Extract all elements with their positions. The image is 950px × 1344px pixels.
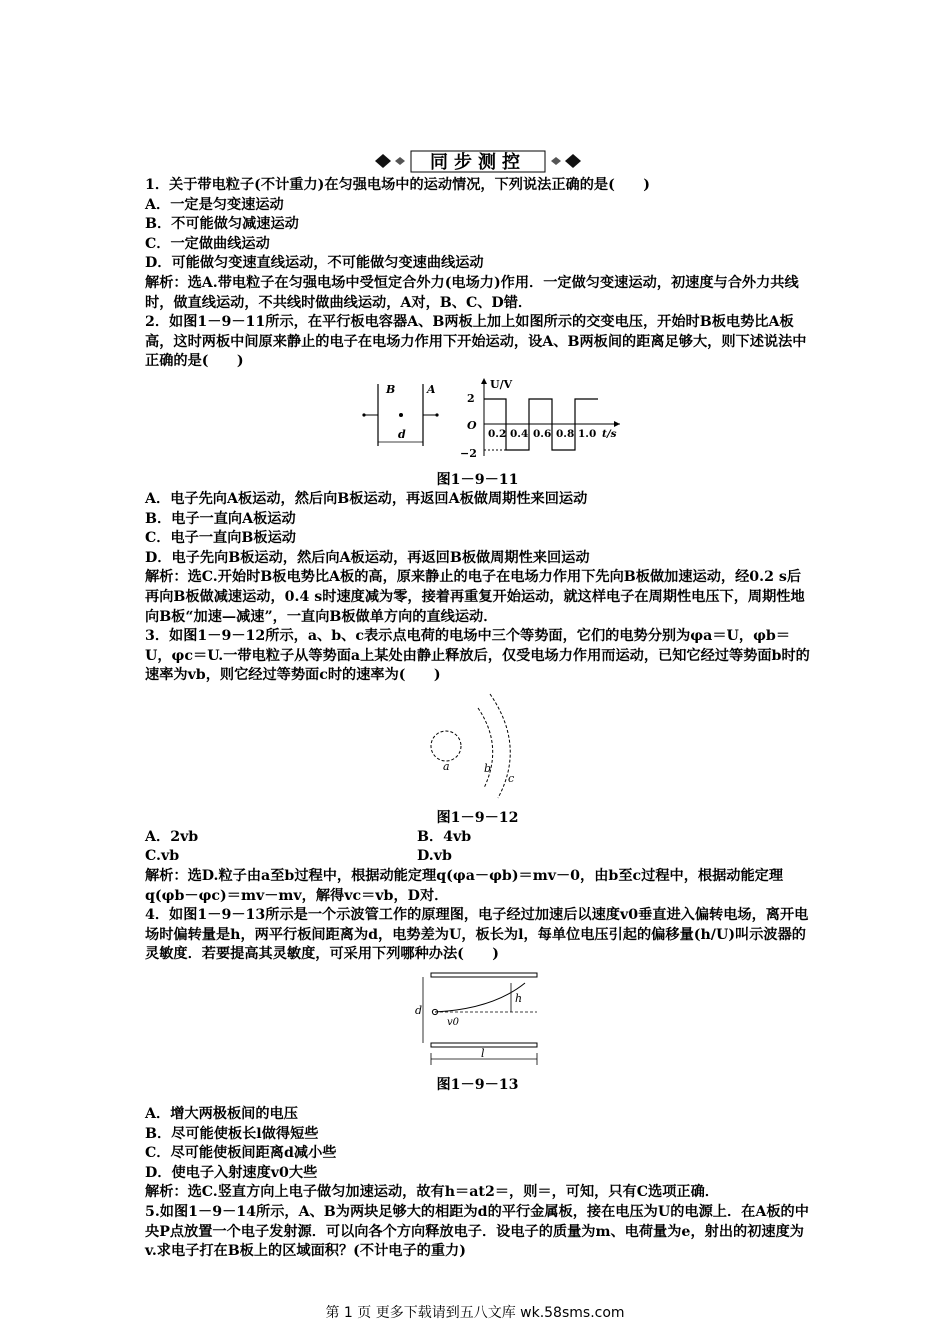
q3-option-b: B．4vb <box>417 828 472 845</box>
q1-analysis: 解析：选A.带电粒子在匀强电场中受恒定合外力(电场力)作用．一定做匀变速运动，初速度与合外力共线时，做直线运动，不共线时做曲线运动，A对，B、C、D错． <box>145 274 799 311</box>
t-tick-4: 1.0 <box>577 427 596 440</box>
q2-analysis: 解析：选C.开始时B板电势比A板的高，原来静止的电子在电场力作用下先向B板做加速运动，经0.2 s后再向B板做减速运动，0.4 s时速度减为零，接着再重复开始运动，就这样电子在周期性电压下，周期性地向B板“加速—减速”，一直向B板做单方向的直线运动． <box>145 569 805 625</box>
section-banner <box>145 148 810 174</box>
q3-option-a: A．2vb <box>145 828 199 845</box>
t-tick-2: 0.6 <box>532 427 551 440</box>
page-footer: 第 1 页 更多下载请到五八文库 wk.58sms.com <box>325 1305 625 1321</box>
q2-option-a: A．电子先向A板运动，然后向B板运动，再返回A板做周期性来回运动 <box>145 490 588 507</box>
surface-a-label: a <box>442 759 450 773</box>
q3-option-d: D.vb <box>417 848 452 865</box>
plate-b-label: B <box>385 382 395 396</box>
y-axis-label: U/V <box>489 377 512 391</box>
q1-option-b: B．不可能做匀减速运动 <box>145 216 299 233</box>
q2-option-c: C．电子一直向B板运动 <box>145 530 296 547</box>
q1-stem: 1．关于带电粒子(不计重力)在匀强电场中的运动情况，下列说法正确的是( ) <box>145 177 650 193</box>
banner-decoration-icon <box>373 148 583 174</box>
surface-c-label: c <box>507 771 514 785</box>
q2-caption: 图1－9－11 <box>436 471 519 488</box>
velocity-v0-label: v0 <box>446 1017 459 1029</box>
equipotential-diagram <box>418 690 538 802</box>
q3-stem: 3．如图1－9－12所示，a、b、c表示点电荷的电场中三个等势面，它们的电势分别为φa＝U，φb＝U，φc＝U.一带电粒子从等势面a上某处由静止释放后，仅受电场力作用而运动，已知它经过等势面b时的速率为vb，则它经过等势面c时的速率为( ) <box>145 628 810 684</box>
electron-dot <box>399 413 403 417</box>
x-axis-label: t/s <box>601 427 617 440</box>
plate-length-l-label: l <box>480 1047 485 1061</box>
document-body <box>145 148 810 1262</box>
plate-a-label: A <box>426 382 436 396</box>
q2-stem: 2．如图1－9－11所示，在平行板电容器A、B两板上加上如图所示的交变电压，开始时B板电势比A板高，这时两板中间原来静止的电子在电场力作用下开始运动，设A、B两板间的距离足够大，则下述说法中正确的是( ) <box>145 314 807 370</box>
q3-analysis: 解析：选D.粒子由a至b过程中，根据动能定理q(φa－φb)＝mv－0，由b至c过程中，根据动能定理q(φb－φc)＝mv－mv，解得vc＝vb，D对． <box>145 868 784 904</box>
capacitor-voltage-diagram <box>328 376 628 464</box>
q4-option-c: C．尽可能使板间距离d减小些 <box>145 1145 337 1162</box>
surface-b-label: b <box>483 761 491 775</box>
q2-option-d: D．电子先向B板运动，然后向A板运动，再返回B板做周期性来回运动 <box>145 549 590 566</box>
q2-figure <box>145 376 810 468</box>
plate-distance-label: d <box>397 427 406 441</box>
q4-figure <box>145 969 810 1073</box>
oscilloscope-deflection-diagram <box>413 969 543 1069</box>
q1-option-c: C．一定做曲线运动 <box>145 235 270 252</box>
q3-figure <box>145 690 810 806</box>
t-tick-0: 0.2 <box>487 427 506 440</box>
q4-option-d: D．使电子入射速度v0大些 <box>145 1164 318 1181</box>
q4-option-b: B．尽可能使板长l做得短些 <box>145 1125 319 1142</box>
t-tick-1: 0.4 <box>509 427 528 440</box>
deflection-h-label: h <box>514 992 522 1006</box>
y-tick-neg2: −2 <box>459 446 477 460</box>
q3-option-c: C.vb <box>145 848 180 865</box>
banner-title: 同步测控 <box>429 152 526 173</box>
q3-caption: 图1－9－12 <box>436 809 519 826</box>
origin-label: O <box>466 418 477 432</box>
q1-option-d: D．可能做匀变速直线运动，不可能做匀变速曲线运动 <box>145 255 484 272</box>
gap-d-label: d <box>414 1004 422 1018</box>
t-tick-3: 0.8 <box>555 427 574 440</box>
q2-option-b: B．电子一直向A板运动 <box>145 510 296 527</box>
q4-option-a: A．增大两极板间的电压 <box>145 1106 298 1123</box>
q4-stem: 4．如图1－9－13所示是一个示波管工作的原理图，电子经过加速后以速度v0垂直进入偏转电场，离开电场时偏转量是h，两平行板间距离为d，电势差为U，板长为l，每单位电压引起的偏移量(h/U)叫示波器的灵敏度．若要提高其灵敏度，可采用下列哪种办法( ) <box>145 907 809 963</box>
q4-analysis: 解析：选C.竖直方向上电子做匀加速运动，故有h＝at2＝，则＝，可知，只有C选项正确． <box>145 1184 719 1201</box>
q5-stem: 5.如图1－9－14所示，A、B为两块足够大的相距为d的平行金属板，接在电压为U的电源上．在A板的中央P点放置一个电子发射源．可以向各个方向释放电子．设电子的质量为m、电荷量为e，射出的初速度为v.求电子打在B板上的区域面积？(不计电子的重力) <box>145 1204 809 1260</box>
q4-caption: 图1－9－13 <box>436 1077 519 1094</box>
y-tick-2: 2 <box>466 391 475 405</box>
q1-option-a: A．一定是匀变速运动 <box>145 196 284 213</box>
